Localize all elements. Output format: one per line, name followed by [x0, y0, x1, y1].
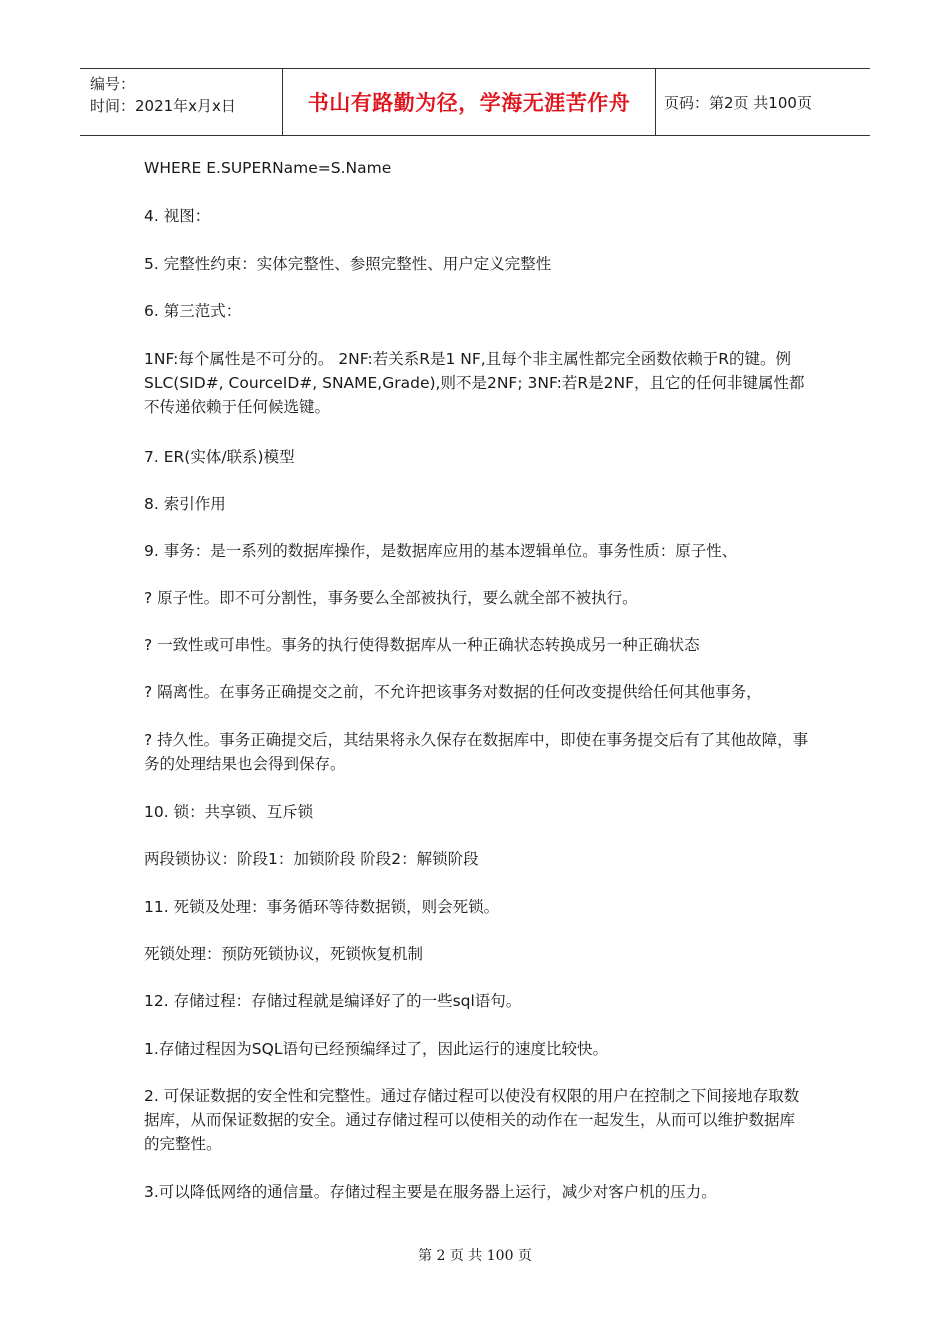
paragraph: 10. 锁：共享锁、互斥锁 — [144, 803, 314, 821]
paragraph: 12. 存储过程：存储过程就是编译好了的一些sql语句。 — [144, 992, 522, 1010]
paragraph: 死锁处理：预防死锁协议，死锁恢复机制 — [144, 945, 424, 963]
paragraph: ? 隔离性。在事务正确提交之前，不允许把该事务对数据的任何改变提供给任何其他事务， — [144, 683, 762, 701]
paragraph: 1.存储过程因为SQL语句已经预编绎过了，因此运行的速度比较快。 — [144, 1040, 608, 1058]
paragraph: 两段锁协议：阶段1：加锁阶段 阶段2：解锁阶段 — [144, 850, 479, 868]
paragraph: 2. 可保证数据的安全性和完整性。通过存储过程可以使没有权限的用户在控制之下间接地存取数据库，从而保证数据的安全。通过存储过程可以使相关的动作在一起发生，从而可以维护数据库的完整性。 — [144, 1087, 800, 1153]
paragraph: 5. 完整性约束：实体完整性、参照完整性、用户定义完整性 — [144, 255, 552, 273]
page-footer: 第 2 页 共 100 页 — [418, 1248, 532, 1264]
header-motto-cell — [283, 69, 656, 135]
paragraph: 6. 第三范式： — [144, 302, 242, 320]
document-number-label: 编号： — [90, 75, 136, 93]
paragraph: WHERE E.SUPERName=S.Name — [144, 159, 392, 177]
header-motto: 书山有路勤为径，学海无涯苦作舟 — [307, 91, 631, 115]
paragraph: 9. 事务：是一系列的数据库操作，是数据库应用的基本逻辑单位。事务性质：原子性、 — [144, 542, 738, 560]
paragraph: 1NF:每个属性是不可分的。 2NF:若关系R是1 NF,且每个非主属性都完全函数依赖于R的键。例SLC(SID#, CourceID#, SNAME,Grade),则不是2NF; 3NF:若R是2NF，且它的任何非键属性都不传递依赖于任何候选键。 — [144, 350, 805, 416]
paragraph: 4. 视图： — [144, 207, 211, 225]
paragraph: 7. ER(实体/联系)模型 — [144, 448, 295, 466]
header-page-info: 页码：第2页 共100页 — [664, 93, 812, 112]
paragraph: ? 原子性。即不可分割性，事务要么全部被执行，要么就全部不被执行。 — [144, 589, 638, 607]
paragraph: ? 一致性或可串性。事务的执行使得数据库从一种正确状态转换成另一种正确状态 — [144, 636, 700, 654]
paragraph: ? 持久性。事务正确提交后，其结果将永久保存在数据库中，即使在事务提交后有了其他故障，事务的处理结果也会得到保存。 — [144, 731, 809, 773]
page-header — [80, 68, 870, 136]
document-time: 时间：2021年x月x日 — [90, 97, 236, 115]
header-meta — [80, 69, 283, 135]
paragraph: 8. 索引作用 — [144, 495, 226, 513]
paragraph: 11. 死锁及处理：事务循环等待数据锁，则会死锁。 — [144, 898, 500, 916]
paragraph: 3.可以降低网络的通信量。存储过程主要是在服务器上运行，减少对客户机的压力。 — [144, 1183, 717, 1201]
